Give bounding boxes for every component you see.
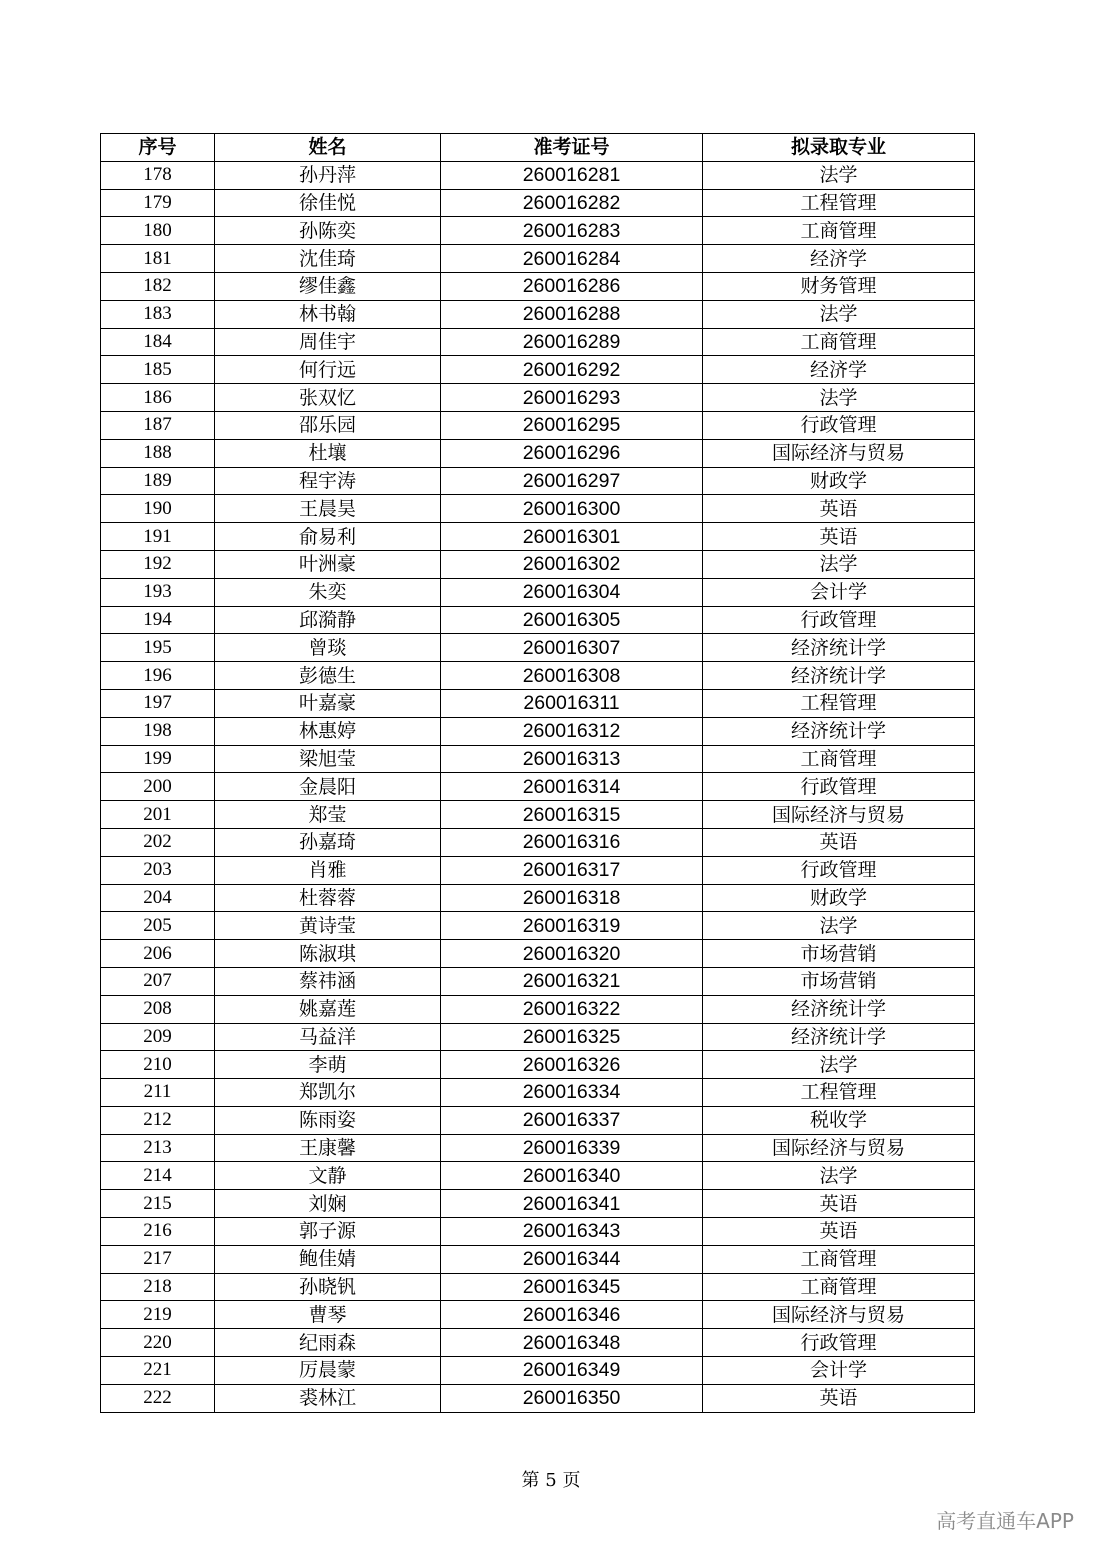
cell-seq: 208: [101, 995, 215, 1023]
table-row: [101, 884, 975, 912]
cell-name: 鲍佳婧: [215, 1245, 441, 1273]
cell-name: 纪雨森: [215, 1329, 441, 1357]
cell-exam-id: 260016346: [441, 1301, 703, 1329]
cell-seq: 204: [101, 884, 215, 912]
cell-exam-id: 260016319: [441, 912, 703, 940]
cell-seq: 201: [101, 801, 215, 829]
cell-seq: 184: [101, 328, 215, 356]
cell-major: 经济统计学: [703, 634, 975, 662]
table-row: [101, 328, 975, 356]
cell-name: 孙陈奕: [215, 217, 441, 245]
cell-major: 英语: [703, 828, 975, 856]
cell-name: 黄诗莹: [215, 912, 441, 940]
cell-name: 俞易利: [215, 523, 441, 551]
cell-major: 经济统计学: [703, 662, 975, 690]
cell-major: 英语: [703, 495, 975, 523]
table-row: [101, 495, 975, 523]
table-row: [101, 940, 975, 968]
table-row: [101, 1329, 975, 1357]
cell-exam-id: 260016350: [441, 1384, 703, 1412]
cell-exam-id: 260016317: [441, 856, 703, 884]
table-row: [101, 995, 975, 1023]
cell-exam-id: 260016304: [441, 578, 703, 606]
cell-major: 工商管理: [703, 328, 975, 356]
cell-name: 何行远: [215, 356, 441, 384]
page-number: 第 5 页: [521, 1470, 581, 1491]
table-row: [101, 745, 975, 773]
cell-seq: 219: [101, 1301, 215, 1329]
table-row: [101, 967, 975, 995]
table-row: [101, 1190, 975, 1218]
cell-seq: 215: [101, 1190, 215, 1218]
cell-major: 税收学: [703, 1106, 975, 1134]
header-major: 拟录取专业: [703, 134, 975, 162]
cell-seq: 211: [101, 1079, 215, 1107]
cell-name: 裘林江: [215, 1384, 441, 1412]
table-row: [101, 356, 975, 384]
cell-major: 法学: [703, 300, 975, 328]
cell-seq: 186: [101, 384, 215, 412]
table-row: [101, 439, 975, 467]
cell-major: 行政管理: [703, 606, 975, 634]
cell-seq: 197: [101, 689, 215, 717]
cell-exam-id: 260016307: [441, 634, 703, 662]
cell-seq: 198: [101, 717, 215, 745]
cell-major: 经济统计学: [703, 1023, 975, 1051]
cell-major: 经济学: [703, 245, 975, 273]
cell-major: 工程管理: [703, 189, 975, 217]
cell-seq: 216: [101, 1218, 215, 1246]
cell-major: 经济统计学: [703, 995, 975, 1023]
cell-exam-id: 260016295: [441, 411, 703, 439]
table-row: [101, 550, 975, 578]
cell-major: 财政学: [703, 884, 975, 912]
cell-exam-id: 260016316: [441, 828, 703, 856]
table-row: [101, 272, 975, 300]
cell-name: 刘娴: [215, 1190, 441, 1218]
cell-name: 郑莹: [215, 801, 441, 829]
cell-seq: 217: [101, 1245, 215, 1273]
cell-name: 孙丹萍: [215, 161, 441, 189]
cell-exam-id: 260016297: [441, 467, 703, 495]
cell-name: 沈佳琦: [215, 245, 441, 273]
cell-name: 彭德生: [215, 662, 441, 690]
cell-name: 金晨阳: [215, 773, 441, 801]
cell-seq: 189: [101, 467, 215, 495]
cell-exam-id: 260016311: [441, 689, 703, 717]
cell-major: 法学: [703, 550, 975, 578]
cell-seq: 180: [101, 217, 215, 245]
table-row: [101, 1218, 975, 1246]
cell-major: 会计学: [703, 1357, 975, 1385]
table-row: [101, 773, 975, 801]
cell-name: 林惠婷: [215, 717, 441, 745]
cell-exam-id: 260016318: [441, 884, 703, 912]
cell-seq: 178: [101, 161, 215, 189]
cell-seq: 206: [101, 940, 215, 968]
header-exam-id: 准考证号: [441, 134, 703, 162]
table-row: [101, 689, 975, 717]
cell-major: 工商管理: [703, 745, 975, 773]
cell-major: 国际经济与贸易: [703, 439, 975, 467]
cell-seq: 187: [101, 411, 215, 439]
cell-seq: 196: [101, 662, 215, 690]
table-row: [101, 161, 975, 189]
cell-major: 英语: [703, 1384, 975, 1412]
cell-major: 国际经济与贸易: [703, 801, 975, 829]
cell-name: 曹琴: [215, 1301, 441, 1329]
table-row: [101, 606, 975, 634]
cell-name: 杜蓉蓉: [215, 884, 441, 912]
cell-exam-id: 260016312: [441, 717, 703, 745]
cell-exam-id: 260016289: [441, 328, 703, 356]
cell-exam-id: 260016344: [441, 1245, 703, 1273]
cell-seq: 214: [101, 1162, 215, 1190]
cell-exam-id: 260016288: [441, 300, 703, 328]
cell-name: 王晨昊: [215, 495, 441, 523]
table-row: [101, 245, 975, 273]
cell-name: 马益洋: [215, 1023, 441, 1051]
cell-major: 英语: [703, 1190, 975, 1218]
cell-name: 梁旭莹: [215, 745, 441, 773]
admission-list-table: [100, 133, 975, 1413]
cell-seq: 210: [101, 1051, 215, 1079]
cell-major: 行政管理: [703, 1329, 975, 1357]
table-row: [101, 912, 975, 940]
cell-name: 李萌: [215, 1051, 441, 1079]
cell-major: 法学: [703, 384, 975, 412]
cell-name: 陈雨姿: [215, 1106, 441, 1134]
cell-major: 工程管理: [703, 1079, 975, 1107]
cell-exam-id: 260016337: [441, 1106, 703, 1134]
cell-seq: 205: [101, 912, 215, 940]
cell-exam-id: 260016321: [441, 967, 703, 995]
cell-exam-id: 260016345: [441, 1273, 703, 1301]
cell-exam-id: 260016340: [441, 1162, 703, 1190]
cell-major: 英语: [703, 1218, 975, 1246]
cell-name: 张双忆: [215, 384, 441, 412]
cell-major: 行政管理: [703, 411, 975, 439]
header-seq: 序号: [101, 134, 215, 162]
table-row: [101, 384, 975, 412]
cell-exam-id: 260016302: [441, 550, 703, 578]
cell-exam-id: 260016334: [441, 1079, 703, 1107]
cell-major: 财务管理: [703, 272, 975, 300]
cell-name: 缪佳鑫: [215, 272, 441, 300]
table-row: [101, 1162, 975, 1190]
cell-major: 行政管理: [703, 856, 975, 884]
cell-name: 曾琰: [215, 634, 441, 662]
cell-exam-id: 260016283: [441, 217, 703, 245]
cell-exam-id: 260016322: [441, 995, 703, 1023]
cell-major: 市场营销: [703, 940, 975, 968]
cell-major: 法学: [703, 912, 975, 940]
table-row: [101, 189, 975, 217]
cell-exam-id: 260016343: [441, 1218, 703, 1246]
table-row: [101, 1357, 975, 1385]
cell-exam-id: 260016296: [441, 439, 703, 467]
cell-exam-id: 260016284: [441, 245, 703, 273]
cell-major: 工商管理: [703, 1273, 975, 1301]
cell-seq: 213: [101, 1134, 215, 1162]
table-row: [101, 1051, 975, 1079]
cell-major: 法学: [703, 1162, 975, 1190]
cell-exam-id: 260016281: [441, 161, 703, 189]
cell-seq: 200: [101, 773, 215, 801]
table-row: [101, 217, 975, 245]
cell-seq: 185: [101, 356, 215, 384]
cell-name: 邵乐园: [215, 411, 441, 439]
cell-name: 周佳宇: [215, 328, 441, 356]
cell-seq: 221: [101, 1357, 215, 1385]
cell-exam-id: 260016341: [441, 1190, 703, 1218]
cell-exam-id: 260016326: [441, 1051, 703, 1079]
cell-exam-id: 260016308: [441, 662, 703, 690]
cell-exam-id: 260016349: [441, 1357, 703, 1385]
cell-seq: 203: [101, 856, 215, 884]
table-row: [101, 1023, 975, 1051]
cell-seq: 192: [101, 550, 215, 578]
table-row: [101, 717, 975, 745]
cell-seq: 218: [101, 1273, 215, 1301]
table-row: [101, 1079, 975, 1107]
cell-name: 杜壤: [215, 439, 441, 467]
cell-seq: 190: [101, 495, 215, 523]
cell-seq: 179: [101, 189, 215, 217]
table-row: [101, 1106, 975, 1134]
cell-seq: 220: [101, 1329, 215, 1357]
cell-name: 郑凯尔: [215, 1079, 441, 1107]
cell-name: 蔡祎涵: [215, 967, 441, 995]
cell-seq: 191: [101, 523, 215, 551]
cell-name: 程宇涛: [215, 467, 441, 495]
table-row: [101, 801, 975, 829]
cell-exam-id: 260016314: [441, 773, 703, 801]
cell-major: 国际经济与贸易: [703, 1134, 975, 1162]
cell-seq: 182: [101, 272, 215, 300]
cell-name: 邱漪静: [215, 606, 441, 634]
cell-exam-id: 260016348: [441, 1329, 703, 1357]
cell-major: 财政学: [703, 467, 975, 495]
cell-name: 王康馨: [215, 1134, 441, 1162]
cell-name: 林书翰: [215, 300, 441, 328]
table-row: [101, 578, 975, 606]
cell-exam-id: 260016282: [441, 189, 703, 217]
cell-major: 会计学: [703, 578, 975, 606]
cell-exam-id: 260016339: [441, 1134, 703, 1162]
table-row: [101, 1384, 975, 1412]
table-row: [101, 411, 975, 439]
table-row: [101, 828, 975, 856]
cell-seq: 181: [101, 245, 215, 273]
cell-exam-id: 260016292: [441, 356, 703, 384]
cell-exam-id: 260016313: [441, 745, 703, 773]
table-row: [101, 662, 975, 690]
cell-major: 法学: [703, 161, 975, 189]
table-row: [101, 1301, 975, 1329]
cell-seq: 222: [101, 1384, 215, 1412]
cell-major: 工商管理: [703, 1245, 975, 1273]
cell-major: 英语: [703, 523, 975, 551]
cell-name: 孙嘉琦: [215, 828, 441, 856]
cell-exam-id: 260016315: [441, 801, 703, 829]
table-body: [101, 161, 975, 1412]
cell-name: 孙晓钒: [215, 1273, 441, 1301]
cell-seq: 194: [101, 606, 215, 634]
cell-name: 文静: [215, 1162, 441, 1190]
cell-name: 叶嘉豪: [215, 689, 441, 717]
cell-name: 徐佳悦: [215, 189, 441, 217]
cell-seq: 188: [101, 439, 215, 467]
cell-major: 经济统计学: [703, 717, 975, 745]
cell-major: 法学: [703, 1051, 975, 1079]
header-name: 姓名: [215, 134, 441, 162]
cell-major: 工商管理: [703, 217, 975, 245]
cell-name: 郭子源: [215, 1218, 441, 1246]
cell-seq: 183: [101, 300, 215, 328]
cell-seq: 195: [101, 634, 215, 662]
cell-name: 叶洲豪: [215, 550, 441, 578]
cell-seq: 202: [101, 828, 215, 856]
table-header-row: [101, 134, 975, 162]
cell-seq: 193: [101, 578, 215, 606]
cell-seq: 207: [101, 967, 215, 995]
cell-major: 行政管理: [703, 773, 975, 801]
cell-major: 国际经济与贸易: [703, 1301, 975, 1329]
cell-exam-id: 260016320: [441, 940, 703, 968]
cell-name: 姚嘉莲: [215, 995, 441, 1023]
table-row: [101, 634, 975, 662]
table-row: [101, 467, 975, 495]
cell-exam-id: 260016293: [441, 384, 703, 412]
watermark-text: 高考直通车APP: [936, 1509, 1074, 1533]
cell-name: 肖雅: [215, 856, 441, 884]
table-row: [101, 1273, 975, 1301]
cell-exam-id: 260016300: [441, 495, 703, 523]
cell-name: 陈淑琪: [215, 940, 441, 968]
cell-exam-id: 260016325: [441, 1023, 703, 1051]
cell-seq: 212: [101, 1106, 215, 1134]
table-row: [101, 856, 975, 884]
cell-major: 工程管理: [703, 689, 975, 717]
cell-exam-id: 260016301: [441, 523, 703, 551]
cell-exam-id: 260016305: [441, 606, 703, 634]
table-row: [101, 523, 975, 551]
table-row: [101, 300, 975, 328]
cell-name: 厉晨蒙: [215, 1357, 441, 1385]
table-row: [101, 1245, 975, 1273]
table-row: [101, 1134, 975, 1162]
cell-name: 朱奕: [215, 578, 441, 606]
cell-major: 经济学: [703, 356, 975, 384]
cell-seq: 199: [101, 745, 215, 773]
cell-exam-id: 260016286: [441, 272, 703, 300]
cell-major: 市场营销: [703, 967, 975, 995]
cell-seq: 209: [101, 1023, 215, 1051]
